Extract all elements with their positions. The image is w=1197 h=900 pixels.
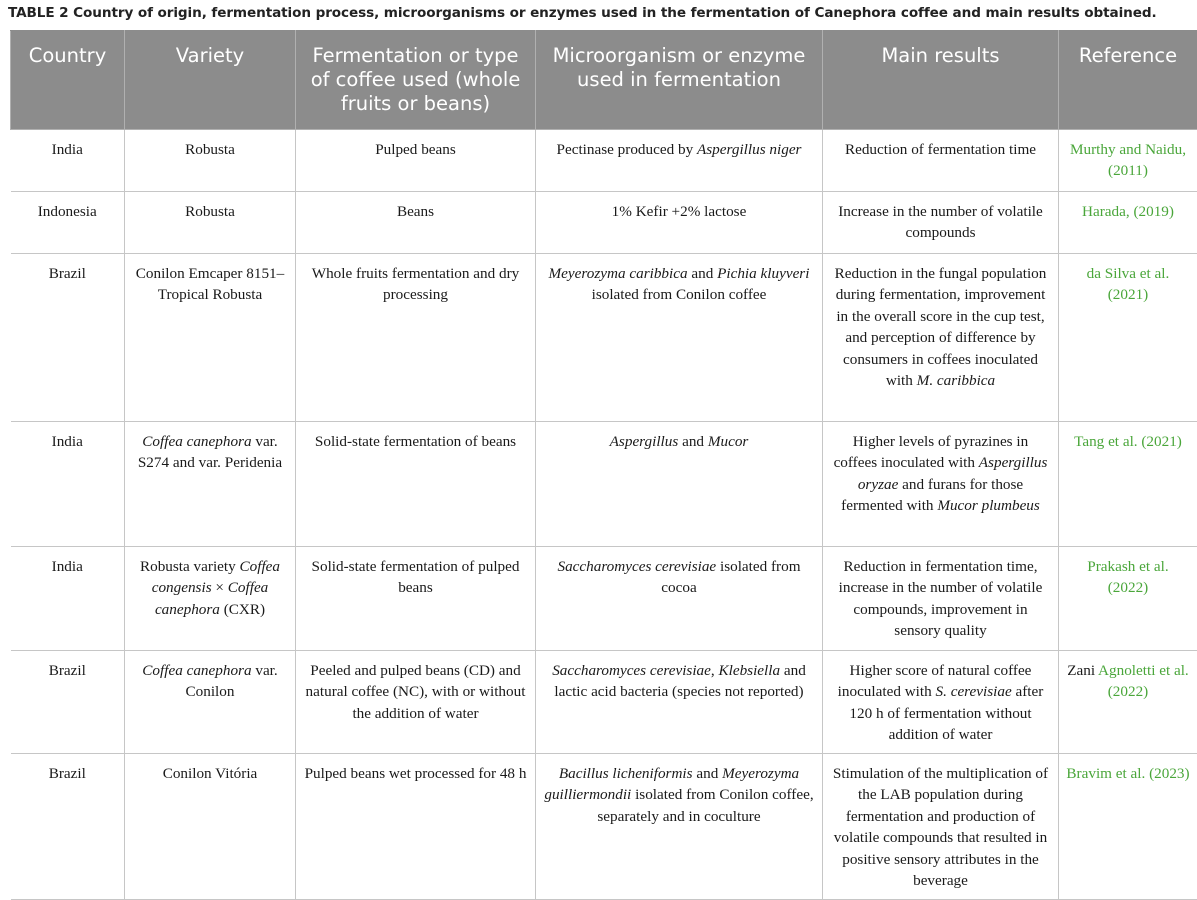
cell-variety xyxy=(125,754,296,900)
cell-text: × xyxy=(212,579,228,596)
header-microorganism: Microorganism or enzyme used in fermentation xyxy=(536,31,823,130)
cell-text: var. S274 and var. Peridenia xyxy=(138,433,282,471)
header-reference: Reference xyxy=(1059,31,1197,130)
cell-reference xyxy=(1059,130,1197,192)
reference-link[interactable]: da Silva et al. (2021) xyxy=(1087,265,1170,303)
cell-text: Pectinase produced by xyxy=(557,141,697,158)
cell-microorganism xyxy=(536,254,823,422)
cell-text: Reduction in the fungal population during fermentation, improvement in the overall score in the cup test, and perception of difference by consumers in coffees inoculated with xyxy=(835,265,1047,389)
cell-text: Robusta xyxy=(185,203,235,220)
species-name: Coffea congensis xyxy=(152,558,280,596)
cell-reference xyxy=(1059,192,1197,254)
cell-text: and xyxy=(693,765,723,782)
header-country: Country xyxy=(11,31,125,130)
species-name: Aspergillus oryzae xyxy=(858,454,1048,492)
cell-text: Higher score of natural coffee inoculated with xyxy=(838,662,1032,700)
species-name: Bacillus licheniformis xyxy=(559,765,693,782)
cell-text: Robusta xyxy=(185,141,235,158)
cell-microorganism xyxy=(536,547,823,651)
cell-text: and lactic acid bacteria (species not reported) xyxy=(554,662,805,700)
reference-link[interactable]: Prakash et al. (2022) xyxy=(1087,558,1168,596)
cell-text: Reduction of fermentation time xyxy=(845,141,1036,158)
reference-link[interactable]: Tang et al. (2021) xyxy=(1074,433,1182,450)
cell-reference xyxy=(1059,254,1197,422)
reference-link[interactable]: Bravim et al. (2023) xyxy=(1066,765,1189,782)
cell-variety xyxy=(125,130,296,192)
species-name: Mucor xyxy=(708,433,749,450)
species-name: Klebsiella xyxy=(718,662,780,679)
species-name: Aspergillus xyxy=(610,433,679,450)
cell-variety xyxy=(125,422,296,547)
table-row xyxy=(11,547,1197,651)
cell-country: Brazil xyxy=(11,754,125,900)
fermentation-table xyxy=(10,30,1197,900)
species-name: Coffea canephora xyxy=(142,662,251,679)
cell-text: isolated from Conilon coffee, separately and in coculture xyxy=(597,786,813,824)
table-header-row xyxy=(11,31,1197,130)
cell-country: Indonesia xyxy=(11,192,125,254)
species-name: Meyerozyma caribbica xyxy=(549,265,688,282)
cell-text: Reduction in fermentation time, increase in the number of volatile compounds, improvement in sensory quality xyxy=(839,558,1043,639)
cell-microorganism xyxy=(536,422,823,547)
species-name: Aspergillus niger xyxy=(697,141,801,158)
species-name: S. cerevisiae xyxy=(936,683,1012,700)
header-main-results: Main results xyxy=(823,31,1059,130)
cell-country: India xyxy=(11,547,125,651)
cell-fermentation: Pulped beans wet processed for 48 h xyxy=(296,754,536,900)
cell-country: Brazil xyxy=(11,254,125,422)
cell-text: and xyxy=(688,265,718,282)
cell-text: and furans for those fermented with xyxy=(841,476,1023,514)
cell-microorganism xyxy=(536,192,823,254)
species-name: Saccharomyces cerevisiae xyxy=(557,558,716,575)
cell-text: isolated from Conilon coffee xyxy=(592,286,767,303)
cell-text: (CXR) xyxy=(220,601,265,618)
cell-text: Increase in the number of volatile compounds xyxy=(838,203,1043,241)
table-row xyxy=(11,651,1197,754)
reference-link[interactable]: Harada, (2019) xyxy=(1082,203,1174,220)
cell-reference xyxy=(1059,422,1197,547)
cell-fermentation: Solid-state fermentation of pulped beans xyxy=(296,547,536,651)
cell-main-results xyxy=(823,422,1059,547)
cell-text: var. Conilon xyxy=(186,662,278,700)
cell-main-results xyxy=(823,130,1059,192)
cell-main-results xyxy=(823,192,1059,254)
species-name: Coffea canephora xyxy=(142,433,251,450)
cell-country: India xyxy=(11,422,125,547)
cell-reference xyxy=(1059,651,1197,754)
cell-text: , xyxy=(711,662,719,679)
table-row xyxy=(11,254,1197,422)
cell-reference xyxy=(1059,754,1197,900)
cell-text: Stimulation of the multiplication of the LAB population during fermentation and production of volatile compounds that resulted in positive sensory attributes in the beverage xyxy=(833,765,1048,889)
cell-main-results xyxy=(823,754,1059,900)
cell-country: Brazil xyxy=(11,651,125,754)
cell-text: Conilon Emcaper 8151–Tropical Robusta xyxy=(136,265,284,303)
species-name: Pichia kluyveri xyxy=(717,265,809,282)
cell-text: Higher levels of pyrazines in coffees inoculated with xyxy=(834,433,1029,471)
cell-variety xyxy=(125,547,296,651)
table-row xyxy=(11,754,1197,900)
header-variety: Variety xyxy=(125,31,296,130)
cell-microorganism xyxy=(536,651,823,754)
reference-link[interactable]: Murthy and Naidu, (2011) xyxy=(1070,141,1186,179)
cell-text: 1% Kefir +2% lactose xyxy=(612,203,747,220)
cell-variety xyxy=(125,254,296,422)
cell-fermentation: Pulped beans xyxy=(296,130,536,192)
species-name: Coffea canephora xyxy=(155,579,268,617)
header-fermentation: Fermentation or type of coffee used (whole fruits or beans) xyxy=(296,31,536,130)
cell-main-results xyxy=(823,547,1059,651)
cell-microorganism xyxy=(536,754,823,900)
cell-variety xyxy=(125,192,296,254)
species-name: Mucor plumbeus xyxy=(937,497,1040,514)
cell-text: Zani xyxy=(1067,662,1098,679)
cell-fermentation: Peeled and pulped beans (CD) and natural coffee (NC), with or without the addition of water xyxy=(296,651,536,754)
species-name: M. caribbica xyxy=(917,372,995,389)
cell-fermentation: Whole fruits fermentation and dry processing xyxy=(296,254,536,422)
cell-text: isolated from cocoa xyxy=(661,558,800,596)
cell-variety xyxy=(125,651,296,754)
cell-text: Robusta variety xyxy=(140,558,240,575)
table-caption: TABLE 2 Country of origin, fermentation process, microorganisms or enzymes used in the fermentation of Canephora coffee and main results obtained. xyxy=(8,5,1193,21)
cell-country: India xyxy=(11,130,125,192)
cell-reference xyxy=(1059,547,1197,651)
cell-main-results xyxy=(823,254,1059,422)
table-row xyxy=(11,422,1197,547)
species-name: Meyerozyma guilliermondii xyxy=(544,765,799,803)
table-row xyxy=(11,130,1197,192)
cell-fermentation: Solid-state fermentation of beans xyxy=(296,422,536,547)
cell-microorganism xyxy=(536,130,823,192)
cell-text: and xyxy=(678,433,708,450)
cell-text: Conilon Vitória xyxy=(163,765,258,782)
reference-link[interactable]: Agnoletti et al. (2022) xyxy=(1098,662,1189,700)
cell-text: after 120 h of fermentation without addition of water xyxy=(849,683,1043,743)
cell-main-results xyxy=(823,651,1059,754)
cell-fermentation: Beans xyxy=(296,192,536,254)
species-name: Saccharomyces cerevisiae xyxy=(552,662,711,679)
table-row xyxy=(11,192,1197,254)
